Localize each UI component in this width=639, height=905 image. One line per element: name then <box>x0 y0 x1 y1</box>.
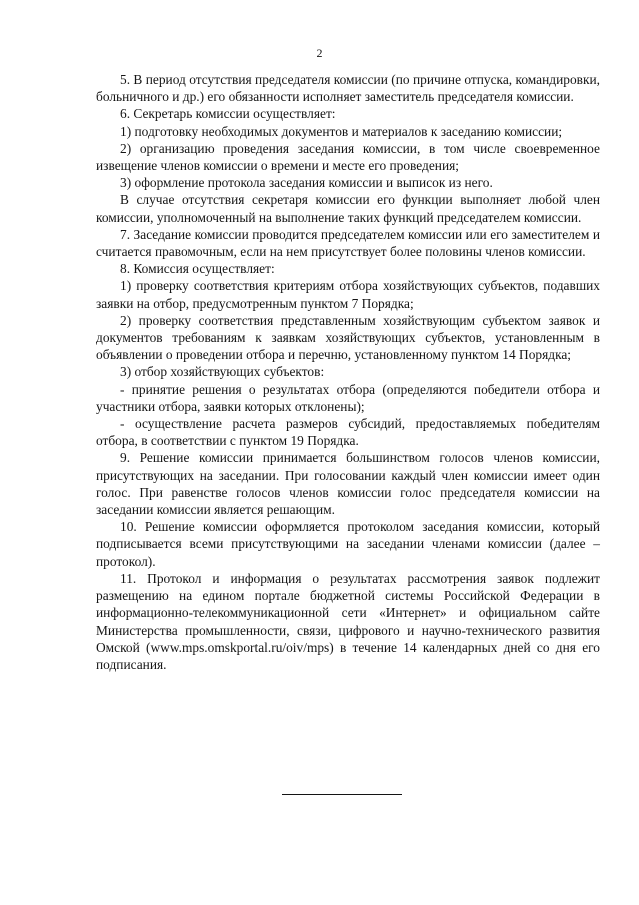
paragraph-8-item-2: 2) проверку соответствия представленным хозяйствующим субъектом заявок и документов требованиям к заявкам хозяйствующих субъектов, установленным в объявлении о проведении отбора и перечню, установленному пунктом 14 Порядка; <box>96 312 600 363</box>
paragraph-10: 10. Решение комиссии оформляется протоколом заседания комиссии, который подписывается всеми присутствующими на заседании членами комиссии (далее – протокол). <box>96 519 600 569</box>
paragraph-6-item-3: 3) оформление протокола заседания комиссии и выписок из него. <box>120 175 493 191</box>
paragraph-9: 9. Решение комиссии принимается большинством голосов членов комиссии, присутствующих на заседании. При голосовании каждый член комиссии имеет один голос. При равенстве голосов членов комиссии голос председателя комиссии на заседании комиссии является решающим. <box>96 450 600 518</box>
document-body <box>96 71 600 673</box>
paragraph-8-item-1: 1) проверку соответствия критериям отбора хозяйствующих субъектов, подавших заявки на отбор, предусмотренным пунктом 7 Порядка; <box>96 278 600 311</box>
paragraph-7: 7. Заседание комиссии проводится председателем комиссии или его заместителем и считается правомочным, если на нем присутствует более половины членов комиссии. <box>96 226 600 260</box>
paragraph-8-item-3-bullet-1: - принятие решения о результатах отбора (определяются победители отбора и участники отбора, заявки которых отклонены); <box>96 381 600 414</box>
paragraph-6-item-2: 2) организацию проведения заседания комиссии, в том числе своевременное извещение членов комиссии о времени и месте его проведения; <box>96 140 600 174</box>
end-separator-line <box>282 794 402 795</box>
paragraph-6: 6. Секретарь комиссии осуществляет: <box>120 106 336 122</box>
paragraph-8-item-3: 3) отбор хозяйствующих субъектов: <box>120 364 325 380</box>
paragraph-6-item-1: 1) подготовку необходимых документов и материалов к заседанию комиссии; <box>120 123 563 139</box>
page-number: 2 <box>316 46 323 60</box>
paragraph-8: 8. Комиссия осуществляет: <box>120 261 275 277</box>
paragraph-8-item-3-bullet-2: - осуществление расчета размеров субсидий, предоставляемых победителям отбора, в соответствии с пунктом 19 Порядка. <box>96 416 600 449</box>
paragraph-5: 5. В период отсутствия председателя комиссии (по причине отпуска, командировки, больничного и др.) его обязанности исполняет заместитель председателя комиссии. <box>96 72 600 105</box>
paragraph-11: 11. Протокол и информация о результатах рассмотрения заявок подлежит размещению на едином портале бюджетной системы Российской Федерации в информационно-телекоммуникационной сети «Интернет» и официальном сайте Министерства промышленности, связи, цифрового и научно-технического развития Омской (www.mps.omskportal.ru/oiv/mps) в течение 14 календарных дней со дня его подписания. <box>96 570 600 672</box>
paragraph-6-secretary-substitute: В случае отсутствия секретаря комиссии его функции выполняет любой член комиссии, уполномоченный на выполнение таких функций председателем комиссии. <box>96 192 600 225</box>
